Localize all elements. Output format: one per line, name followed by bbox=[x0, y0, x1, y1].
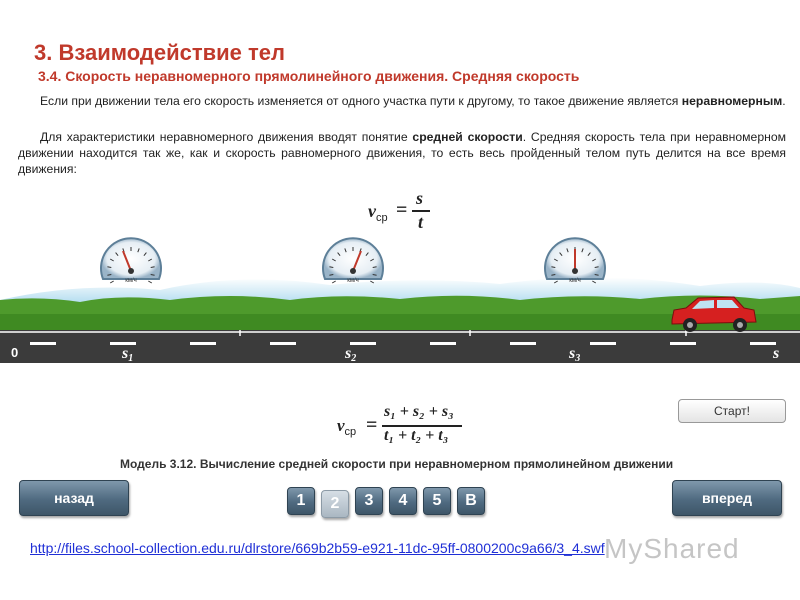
lane-dash bbox=[350, 342, 376, 345]
paragraph-text: . Средняя скорость тела при неравномерном движении находится так же, как и скорость равномерного движения, то есть весь пройденный телом путь делится на все время движения: bbox=[18, 130, 786, 176]
page-button-b[interactable]: В bbox=[457, 487, 485, 515]
label-s3: s3 bbox=[569, 345, 581, 364]
speedometer-tick bbox=[107, 275, 111, 276]
page-button-2[interactable]: 2 bbox=[321, 490, 349, 518]
speedometer-tick bbox=[148, 281, 152, 283]
label-s-total: s bbox=[773, 345, 780, 362]
page-button-4[interactable]: 4 bbox=[389, 487, 417, 515]
lane-dash bbox=[510, 342, 536, 345]
var-v: v bbox=[337, 416, 345, 435]
speedometer-tick bbox=[329, 267, 333, 268]
page-title: 3. Взаимодействие тел bbox=[34, 40, 286, 65]
road-surface bbox=[0, 330, 800, 363]
speedometer-tick bbox=[329, 275, 333, 276]
speedometer-tick bbox=[595, 267, 599, 268]
speedometer-tick bbox=[373, 267, 377, 268]
paragraph-definition bbox=[18, 93, 786, 109]
resource-link[interactable]: http://files.school-collection.edu.ru/dlrstore/669b2b59-e921-11dc-95ff-0800200c9a66/3_4.swf bbox=[30, 540, 605, 556]
page-button-3[interactable]: 3 bbox=[355, 487, 383, 515]
speedometer-tick bbox=[551, 267, 555, 268]
watermark-logo: MyShared bbox=[604, 533, 740, 564]
lane-dash bbox=[430, 342, 456, 345]
equals-sign: = bbox=[396, 199, 408, 221]
formula-denominator: t bbox=[418, 212, 424, 232]
road-scene bbox=[0, 230, 800, 370]
speed-unit: км/ч bbox=[569, 278, 581, 284]
speedometer-tick bbox=[595, 275, 599, 276]
lane-dash bbox=[270, 342, 296, 345]
paragraph-text: Для характеристики неравномерного движения вводят понятие bbox=[40, 130, 413, 144]
speed-unit: км/ч bbox=[125, 278, 137, 284]
speedometer-tick bbox=[110, 281, 114, 283]
section-subtitle: 3.4. Скорость неравномерного прямолинейного движения. Средняя скорость bbox=[38, 68, 580, 84]
model-caption: Модель 3.12. Вычисление средней скорости при неравномерном прямолинейном движении bbox=[120, 457, 674, 471]
label-s2: s2 bbox=[345, 345, 357, 364]
formula2-lhs bbox=[337, 416, 356, 438]
subscript-avg: ср bbox=[344, 426, 357, 438]
label-s1: s1 bbox=[122, 345, 134, 364]
speedometer bbox=[545, 238, 605, 284]
speedometer-tick bbox=[551, 275, 555, 276]
page-button-1[interactable]: 1 bbox=[287, 487, 315, 515]
speedometer-tick bbox=[151, 275, 155, 276]
lane-dash bbox=[190, 342, 216, 345]
equals-sign: = bbox=[366, 414, 378, 436]
speed-unit: км/ч bbox=[347, 278, 359, 284]
subscript-avg: ср bbox=[376, 212, 388, 224]
paragraph-average-speed bbox=[18, 129, 786, 177]
speedometer-tick bbox=[332, 281, 336, 283]
formula-numerator: s bbox=[416, 188, 424, 208]
paragraph-text: . bbox=[782, 94, 786, 108]
forward-button[interactable]: вперед bbox=[672, 480, 782, 516]
formula-lhs bbox=[368, 201, 388, 224]
speedometer bbox=[323, 238, 383, 284]
lane-dash bbox=[590, 342, 616, 345]
var-v: v bbox=[368, 201, 376, 221]
start-button[interactable]: Старт! bbox=[678, 399, 786, 423]
origin-label: 0 bbox=[11, 345, 19, 360]
lane-dash bbox=[30, 342, 56, 345]
speedometer bbox=[101, 238, 161, 284]
formula2-numerator: s₁ + s₂ + s₃ bbox=[384, 403, 454, 420]
formula2-denominator: t₁ + t₂ + t₃ bbox=[384, 427, 449, 444]
speedometer-tick bbox=[107, 267, 111, 268]
paragraph-text: Если при движении тела его скорость изменяется от одного участка пути к другому, то такое движение является bbox=[40, 94, 682, 108]
lane-dash bbox=[670, 342, 696, 345]
speedometer-tick bbox=[373, 275, 377, 276]
term-average-speed: средней скорости bbox=[412, 130, 523, 144]
speedometer-tick bbox=[151, 267, 155, 268]
back-button[interactable]: назад bbox=[19, 480, 129, 516]
page-button-5[interactable]: 5 bbox=[423, 487, 451, 515]
term-nonuniform: неравномерным bbox=[681, 94, 783, 108]
